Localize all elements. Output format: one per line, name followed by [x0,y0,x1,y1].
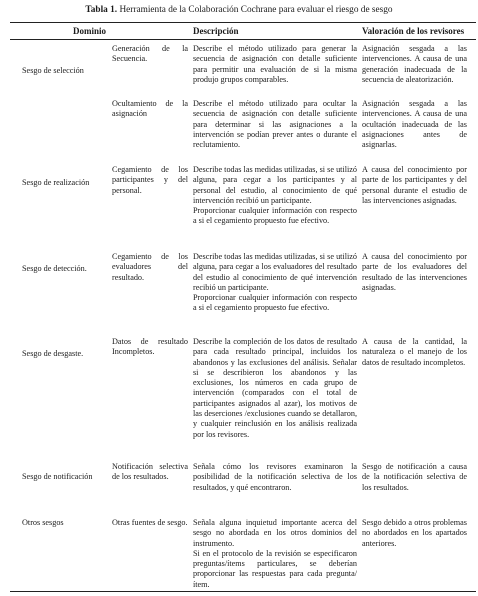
row-valoracion: Sesgo de notificación a causa de la notificación selectiva de los resultados. [362,462,467,492]
descripcion-paragraph: Describe la compleción de los datos de resultado para cada resultado principal, incluidos los abandonos y las exclusiones del análisis. Señalar si se describieron los abandonos y las exclusiones, los números en cada grupo de intervención (comparados con el total de participantes asignados al azar), los motivos de las deserciones /exclusiones cuando se detallaron, y cualquier reinclusión en los análisis realizada por los revisores. [193,337,357,439]
row-dominio: Sesgo de selección [22,66,84,75]
caption-text: Herramienta de la Colaboración Cochrane para evaluar el riesgo de sesgo [119,5,393,15]
row-dominio: Sesgo de notificación [22,472,93,481]
header-dominio: Dominio [73,26,107,36]
row-descripcion [193,165,357,227]
row-valoracion: A causa del conocimiento por parte de los evaluadores del resultado de las intervenciones asignadas. [362,252,467,292]
row-subdominio: Notificación selectiva de los resultados. [112,462,188,482]
descripcion-paragraph: Proporcionar cualquier información con respecto a si el cegamiento propuesto fue efectivo. [193,206,357,226]
row-dominio: Otros sesgos [22,518,64,527]
descripcion-paragraph: Proporcionar cualquier información con respecto a si el cegamiento propuesto fue efectivo. [193,293,357,313]
row-valoracion: A causa de la cantidad, la naturaleza o el manejo de los datos de resultado incompletos. [362,337,467,367]
row-descripcion [193,99,357,150]
row-valoracion: A causa del conocimiento por parte de los participantes y del personal durante el estudio de las intervenciones asignadas. [362,165,467,205]
row-subdominio: Cegamiento de los evaluadores del resultado. [112,252,188,282]
header-bottom-rule [10,39,476,40]
row-descripcion [193,337,357,440]
row-descripcion [193,44,357,85]
descripcion-paragraph: Si en el protocolo de la revisión se especificaron preguntas/ítems particulares, se deberían proporcionar las respuestas para cada pregunta/ítem. [193,548,357,589]
descripcion-paragraph: Describe el método utilizado para generar la secuencia de asignación con detalle suficiente para permitir una evaluación de si la misma produjo grupos comparables. [193,44,357,84]
row-valoracion: Sesgo debido a otros problemas no abordados en los apartados anteriores. [362,518,467,548]
descripcion-paragraph: Describe todas las medidas utilizadas, si se utilizó alguna, para cegar a los evaluadores del resultado del estudio al conocimiento de qué intervención recibió un participante. [193,252,357,292]
row-subdominio: Otras fuentes de sesgo. [112,518,188,527]
row-descripcion [193,252,357,314]
table-top-rule [10,22,476,23]
row-subdominio: Ocultamiento de la asignación [112,99,188,119]
row-dominio: Sesgo de detección. [22,264,87,273]
descripcion-paragraph: Describe todas las medidas utilizadas, si se utilizó alguna, para cegar a los participantes y al personal del estudio, al conocimiento de qué intervención recibió un participante. [193,165,357,205]
table-caption [0,5,478,15]
row-subdominio: Generación de la Secuencia. [112,44,188,64]
row-subdominio: Cegamiento de los participantes y del personal. [112,165,188,195]
row-descripcion [193,518,357,590]
header-descripcion: Descripción [193,26,239,36]
descripcion-paragraph: Señala cómo los revisores examinaron la posibilidad de la notificación selectiva de los resultados, y qué encontraron. [193,462,357,492]
header-valoracion: Valoración de los revisores [362,26,465,36]
row-dominio: Sesgo de realización [22,178,90,187]
descripcion-paragraph: Describe el método utilizado para ocultar la secuencia de asignación con detalle suficiente para determinar si las asignaciones a la intervención se podían prever antes o durante el reclutamiento. [193,99,357,150]
row-subdominio: Datos de resultado Incompletos. [112,337,188,357]
row-descripcion [193,462,357,493]
row-valoracion: Asignación sesgada a las intervenciones. A causa de una ocultación inadecuada de las asignaciones antes de asignarlas. [362,99,467,150]
caption-label: Tabla 1. [85,5,118,15]
table-bottom-rule [10,591,476,592]
row-dominio: Sesgo de desgaste. [22,349,84,358]
descripcion-paragraph: Señala alguna inquietud importante acerca del sesgo no abordada en los otros dominios del instrumento. [193,518,357,548]
row-valoracion: Asignación sesgada a las intervenciones. A causa de una generación inadecuada de la secuencia de aleatorización. [362,44,467,84]
